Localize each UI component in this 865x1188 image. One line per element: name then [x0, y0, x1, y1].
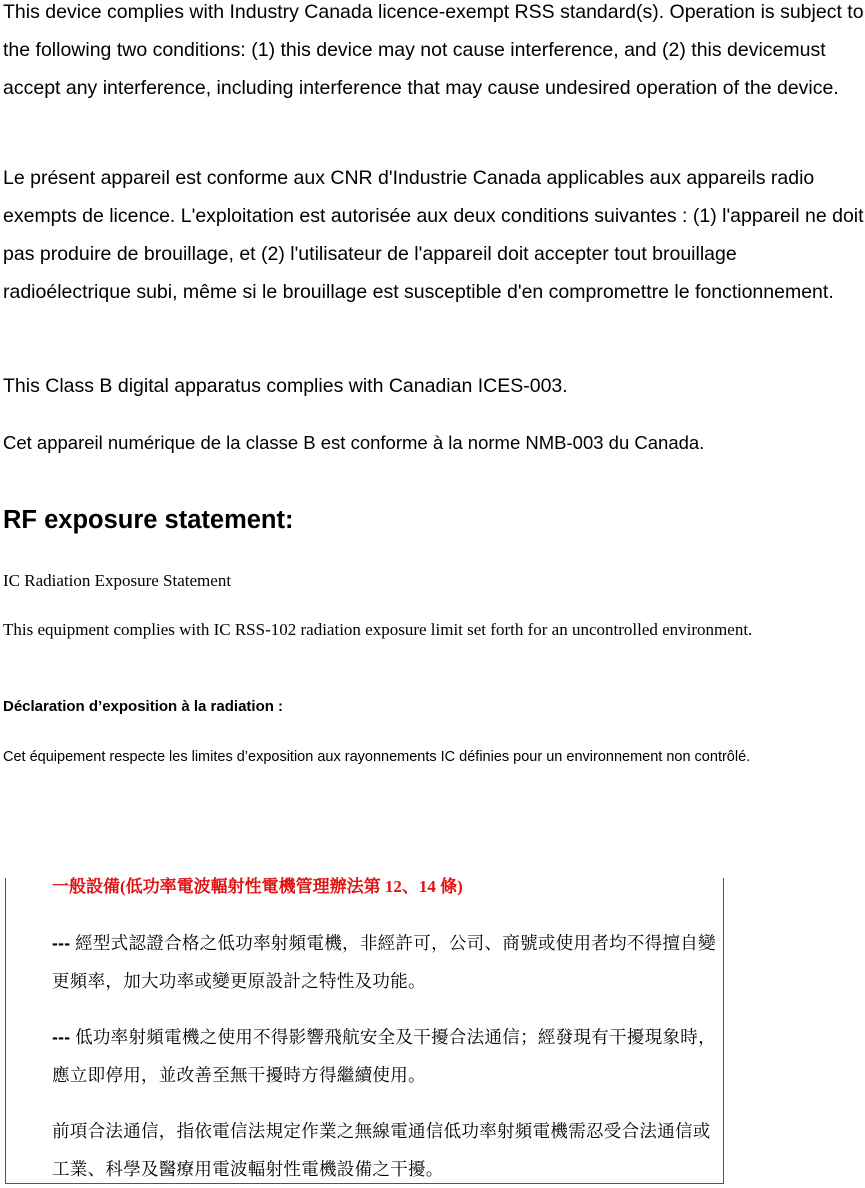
- fr-radiation-title: Déclaration d’exposition à la radiation :: [3, 698, 284, 715]
- class-b-english: This Class B digital apparatus complies with Canadian ICES-003.: [3, 375, 568, 397]
- ic-radiation-title: IC Radiation Exposure Statement: [3, 571, 232, 590]
- ic-notice-english: This device complies with Industry Canada licence-exempt RSS standard(s). Operation is subject to the following two conditions: (1) this device may not cause interference, and (2) this devicemust accept any interference, including interference that may cause undesired operation of the device.: [3, 1, 864, 99]
- taiwan-notice-title: 一般設備(低功率電波輻射性電機管理辦法第 12、14 條): [52, 877, 463, 896]
- taiwan-paragraph-2: [52, 1018, 716, 1094]
- paragraph-dash: ---: [52, 1027, 71, 1047]
- ic-radiation-body: This equipment complies with IC RSS-102 radiation exposure limit set forth for an uncontrolled environment.: [3, 620, 753, 639]
- ic-notice-french: Le présent appareil est conforme aux CNR d'Industrie Canada applicables aux appareils radio exempts de licence. L'exploitation est autorisée aux deux conditions suivantes : (1) l'appareil ne doit pas produire de brouillage, et (2) l'utilisateur de l'appareil doit accepter tout brouillage radioélectrique subi, même si le brouillage est susceptible d'en compromettre le fonctionnement.: [3, 167, 864, 303]
- class-b-french: Cet appareil numérique de la classe B est conforme à la norme NMB-003 du Canada.: [3, 432, 705, 453]
- rf-exposure-heading: RF exposure statement:: [3, 506, 294, 534]
- paragraph-dash: ---: [52, 933, 71, 953]
- fr-radiation-body: Cet équipement respecte les limites d’exposition aux rayonnements IC définies pour un environnement non contrôlé.: [3, 749, 751, 765]
- paragraph-text: 經型式認證合格之低功率射頻電機，非經許可，公司、商號或使用者均不得擅自變更頻率，加大功率或變更原設計之特性及功能。: [52, 933, 716, 991]
- taiwan-paragraph-3: 前項合法通信，指依電信法規定作業之無線電通信低功率射頻電機需忍受合法通信或工業、科學及醫療用電波輻射性電機設備之干擾。: [52, 1121, 711, 1179]
- paragraph-text: 低功率射頻電機之使用不得影響飛航安全及干擾合法通信；經發現有干擾現象時，應立即停用，並改善至無干擾時方得繼續使用。: [52, 1027, 716, 1085]
- taiwan-paragraph-1: [52, 924, 716, 1000]
